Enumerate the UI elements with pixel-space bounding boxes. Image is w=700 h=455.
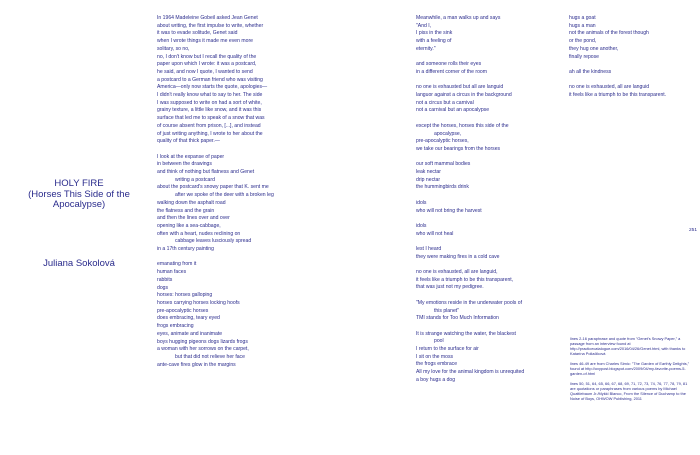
poem-line: leak nectar — [416, 169, 441, 175]
poem-line: in a 17th century painting — [157, 246, 214, 253]
poem-line: it feels like a triumph to be this transparent, — [416, 276, 514, 283]
poem-line: Meanwhile, a man walks up and says — [416, 15, 501, 21]
poem-line: boys hugging pigeons dogs lizards frogs — [157, 338, 248, 345]
stanza-break — [157, 254, 274, 262]
stanza-break — [416, 323, 524, 331]
poem-line: and think of nothing but flatness and Genet — [157, 169, 255, 176]
poem-line: All my love for the animal kingdom is unrequited — [416, 369, 525, 376]
poem-line: "And I, — [416, 22, 432, 29]
poem-line: with a feeling of — [416, 38, 452, 45]
stanza-break — [416, 238, 524, 246]
stanza-break — [416, 54, 524, 62]
poem-column-3 — [569, 15, 666, 100]
poem-line: pool — [434, 338, 444, 345]
poem-line: but that did not relieve her face — [175, 353, 245, 360]
poem-line: rabbits — [157, 276, 173, 283]
poem-line: surface that led me to speak of a snow that was — [157, 115, 265, 122]
poem-line: except the horses, horses this side of the — [416, 122, 509, 129]
poem-line: "My emotions reside in the underwater pools of — [416, 299, 523, 306]
poem-line: I was supposed to write on had a sort of white, — [157, 99, 262, 106]
poem-line: and then the lines over and over — [157, 215, 230, 222]
poem-line: finally repose — [569, 53, 600, 60]
source-note: lines 50, 51, 64, 65, 66, 67, 68, 69, 71, 72, 73, 74, 76, 77, 78, 79, 81 are quotations or paraphrases from various poems by Michael Quattlebaum Jr./Mykki Blanco, From the Silence of Duchamp to the Noise of Boys, OHWOW Publishing, 2011 — [570, 381, 688, 401]
poem-line: no, I don't know but I recall the quality of the — [157, 53, 257, 60]
poem-line: idols — [416, 222, 427, 229]
title-line: (Horses This Side of the — [28, 188, 130, 200]
poem-line: drip nectar — [416, 176, 441, 183]
poem-line: dogs — [157, 284, 169, 291]
poem-line: of just writing anything, I wrote to her about the — [157, 130, 263, 137]
poem-line: eyes, animate and inanimate — [157, 330, 223, 337]
poem-line: I return to the surface for air — [416, 346, 479, 353]
author-name: Juliana Sokolová — [43, 258, 115, 269]
poem-line: about writing, the first impulse to write, whether — [157, 22, 264, 29]
poem-line: often with a heart, nudes reclining on — [157, 230, 241, 237]
poem-line: opening like a sea-cabbage, — [157, 222, 221, 229]
poem-line: apocalypse, — [434, 130, 462, 137]
poem-line: hugs a man — [569, 22, 596, 29]
stanza-break — [416, 154, 524, 162]
poem-line: they hug one another, — [569, 45, 619, 52]
stanza-break — [416, 261, 524, 269]
poem-line: no one is exhausted, all are languid — [569, 84, 650, 91]
poem-line: does embracing, teary eyed — [157, 315, 220, 322]
poem-line: it feels like a triumph to be this transparent. — [569, 92, 667, 98]
title-line: Apocalypse) — [52, 199, 106, 210]
poem-line: when I wrote things it made me even more — [157, 38, 253, 45]
stanza-break — [416, 77, 524, 85]
poem-line: the hummingbirds drink — [416, 184, 469, 191]
source-note: lines 2-16 paraphrase and quote from "Genet's Snowy Paper," a passage from an interview found at http://practicecatalogue.com/2016/04/26/Genet.html, with thanks to Katarína Poliačiková — [570, 336, 686, 356]
poem-line: who will not bring the harvest — [416, 207, 482, 214]
poem-line: frogs embracing — [157, 323, 194, 330]
poem-line: I piss in the sink — [416, 30, 453, 37]
poem-line: idols — [416, 199, 427, 206]
stanza-break — [416, 192, 524, 200]
poem-line: eternity." — [416, 45, 436, 52]
poem-line: he said, and now I quote, I wanted to send — [157, 68, 253, 75]
poem-line: a woman with her sorrows on the carpet, — [157, 346, 249, 353]
poem-line: no one is exhausted, all are languid, — [416, 269, 498, 276]
source-note: lines 46-49 are from Charles Simic: "The Garden of Earthly Delights," found at http://oxypost.blogspot.com/2009/04/my-favorite-poems-5-garden-of.html — [570, 361, 690, 376]
poem-line: or the pond, — [569, 38, 597, 45]
poem-line: in a different corner of the room — [416, 68, 487, 75]
poem-line: the flatness and the grain — [157, 207, 215, 214]
stanza-break — [157, 146, 274, 154]
poem-line: of course absent from prison, [...], and instead — [157, 122, 261, 129]
poem-line: grainy texture, a little like snow, and it was this — [157, 107, 262, 114]
poem-line: horses carrying horses locking hoofs — [157, 299, 240, 306]
poem-line: a postcard to a German friend who was visiting — [157, 76, 263, 83]
poem-line: writing a postcard — [175, 176, 215, 183]
poem-line: walking down the asphalt road — [157, 199, 226, 206]
poem-line: they were making fires in a cold cave — [416, 253, 500, 260]
stanza-break — [416, 115, 524, 123]
poem-line: I look at the expanse of paper — [157, 153, 225, 160]
poem-line: who will not heal — [416, 230, 454, 237]
poem-column-1 — [157, 15, 274, 369]
poem-line: TMI stands for Too Much Information — [416, 315, 499, 322]
poem-line: that was just not my pedigree. — [416, 284, 484, 291]
poem-line: human faces — [157, 269, 187, 276]
poem-line: not a carnival but an apocalypse — [416, 107, 490, 114]
poem-line: ante-cave fires glow in the margins — [157, 361, 236, 368]
poem-line: languor against a circus in the background — [416, 92, 512, 98]
poem-line: this planet" — [434, 307, 460, 314]
poem-column-2 — [416, 15, 524, 385]
poem-line: after we spoke of the deer with a broken leg — [175, 192, 274, 199]
title-line: HOLY FIRE — [54, 178, 104, 189]
poem-line: cabbage leaves lusciously spread — [175, 238, 252, 245]
poem-line: emanating from it — [157, 261, 197, 268]
poem-line: It is strange watching the water, the blackest — [416, 330, 516, 337]
stanza-break — [569, 61, 666, 69]
poem-line: solitary, so no, — [157, 45, 190, 52]
poem-line: In 1964 Madeleine Gobeil asked Jean Genet — [157, 15, 258, 21]
poem-line: ah all the kindness — [569, 68, 612, 75]
stanza-break — [416, 292, 524, 300]
poem-line: it was to evade solitude, Genet said — [157, 30, 238, 37]
poem-line: not the animals of the forest though — [569, 30, 649, 37]
page-number: 251 — [688, 228, 697, 233]
poem-line: not a circus but a carnival — [416, 99, 474, 106]
poem-line: a boy hugs a dog — [416, 376, 456, 383]
poem-line: America—only now starts the quote, apologies— — [157, 84, 268, 91]
poem-line: lest I heard — [416, 245, 442, 252]
poem-line: quality of that thick paper.— — [157, 138, 220, 145]
poem-line: I didn't really know what to say to her. The side — [157, 92, 263, 99]
poem-line: we take our bearings from the horses — [416, 145, 501, 152]
stanza-break — [416, 215, 524, 223]
source-notes — [570, 336, 692, 406]
poem-line: about the postcard's snowy paper that K. sent me — [157, 184, 269, 191]
poem-line: paper upon which I wrote: it was a postcard, — [157, 61, 257, 68]
poem-line: the frogs embrace — [416, 361, 458, 368]
poem-line: no one is exhausted but all are languid — [416, 84, 504, 91]
stanza-break — [569, 77, 666, 85]
poem-line: pre-apocalyptic horses, — [416, 138, 469, 145]
poem-line: in between the drawings — [157, 161, 212, 168]
poem-line: hugs a goat — [569, 15, 596, 21]
poem-line: our soft mammal bodies — [416, 161, 471, 168]
poem-title — [18, 179, 140, 211]
poem-line: I sit on the moss — [416, 353, 454, 360]
poem-line: and someone rolls their eyes — [416, 61, 482, 68]
poem-line: horses: horses galloping — [157, 292, 213, 299]
poem-line: pre-apocalyptic horses — [157, 307, 209, 314]
